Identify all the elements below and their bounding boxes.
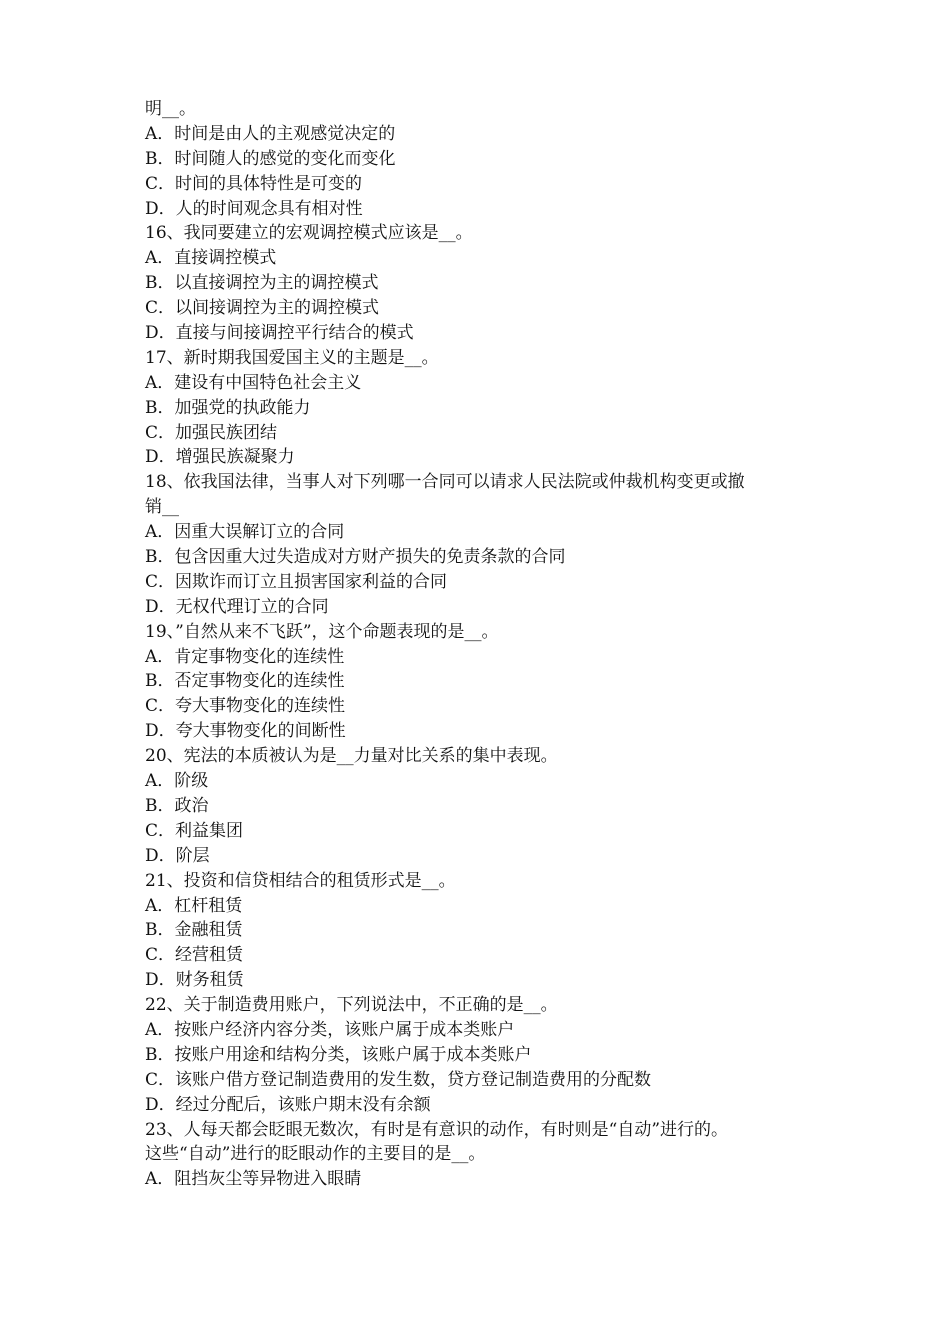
question-20: 20、宪法的本质被认为是__力量对比关系的集中表现。 [145, 746, 558, 767]
option-line: C．利益集团 [145, 820, 244, 841]
option-line: B．以直接调控为主的调控模式 [145, 273, 379, 294]
option-line: D．夸大事物变化的间断性 [145, 721, 346, 742]
question-23: 23、人每天都会眨眼无数次，有时是有意识的动作，有时则是“自动”进行的。 [145, 1119, 729, 1140]
text-line: 明__。 [145, 99, 196, 119]
option-line: B．金融租赁 [145, 920, 243, 941]
option-line: D．人的时间观念具有相对性 [145, 198, 363, 219]
option-line: B．时间随人的感觉的变化而变化 [145, 148, 396, 169]
option-line: A．建设有中国特色社会主义 [145, 372, 362, 393]
option-line: D．阶层 [145, 845, 210, 866]
question-23-continued: 这些“自动”进行的眨眼动作的主要目的是__。 [145, 1144, 486, 1165]
question-18: 18、依我国法律，当事人对下列哪一合同可以请求人民法院或仲裁机构变更或撤 [145, 472, 745, 493]
option-line: A．肯定事物变化的连续性 [145, 646, 345, 667]
option-line: B．加强党的执政能力 [145, 397, 311, 418]
question-17: 17、新时期我国爱国主义的主题是__。 [145, 347, 439, 368]
option-line: A．直接调控模式 [145, 248, 277, 269]
option-line: B．包含因重大过失造成对方财产损失的免责条款的合同 [145, 547, 566, 568]
option-line: D．直接与间接调控平行结合的模式 [145, 323, 414, 344]
option-line: D．财务租赁 [145, 970, 244, 991]
option-line: C．加强民族团结 [145, 422, 278, 443]
option-line: C．经营租赁 [145, 945, 244, 966]
question-18-continued: 销__ [145, 497, 179, 518]
option-line: D．无权代理订立的合同 [145, 596, 329, 617]
option-line: C．夸大事物变化的连续性 [145, 696, 346, 717]
option-line: D．增强民族凝聚力 [145, 447, 295, 468]
option-line: A．阻挡灰尘等异物进入眼睛 [145, 1169, 362, 1190]
option-line: B．政治 [145, 795, 209, 816]
option-line: C．时间的具体特性是可变的 [145, 173, 363, 194]
option-line: A．阶级 [145, 771, 209, 792]
option-line: B．按账户用途和结构分类，该账户属于成本类账户 [145, 1044, 532, 1065]
question-text-body [145, 97, 825, 1192]
question-21: 21、投资和信贷相结合的租赁形式是__。 [145, 870, 456, 891]
question-22: 22、关于制造费用账户，下列说法中，不正确的是__。 [145, 995, 558, 1016]
question-16: 16、我同要建立的宏观调控模式应该是__。 [145, 223, 473, 244]
option-line: A．按账户经济内容分类，该账户属于成本类账户 [145, 1019, 515, 1040]
option-line: A．时间是由人的主观感觉决定的 [145, 123, 396, 144]
option-line: A．杠杆租赁 [145, 895, 243, 916]
option-line: A．因重大误解订立的合同 [145, 522, 345, 543]
option-line: C．因欺诈而订立且损害国家利益的合同 [145, 571, 448, 592]
option-line: B．否定事物变化的连续性 [145, 671, 345, 692]
option-line: D．经过分配后，该账户期末没有余额 [145, 1094, 431, 1115]
option-line: C．该账户借方登记制造费用的发生数，贷方登记制造费用的分配数 [145, 1069, 652, 1090]
question-19: 19、”自然从来不飞跃”，这个命题表现的是__。 [145, 621, 499, 642]
option-line: C．以间接调控为主的调控模式 [145, 298, 380, 319]
